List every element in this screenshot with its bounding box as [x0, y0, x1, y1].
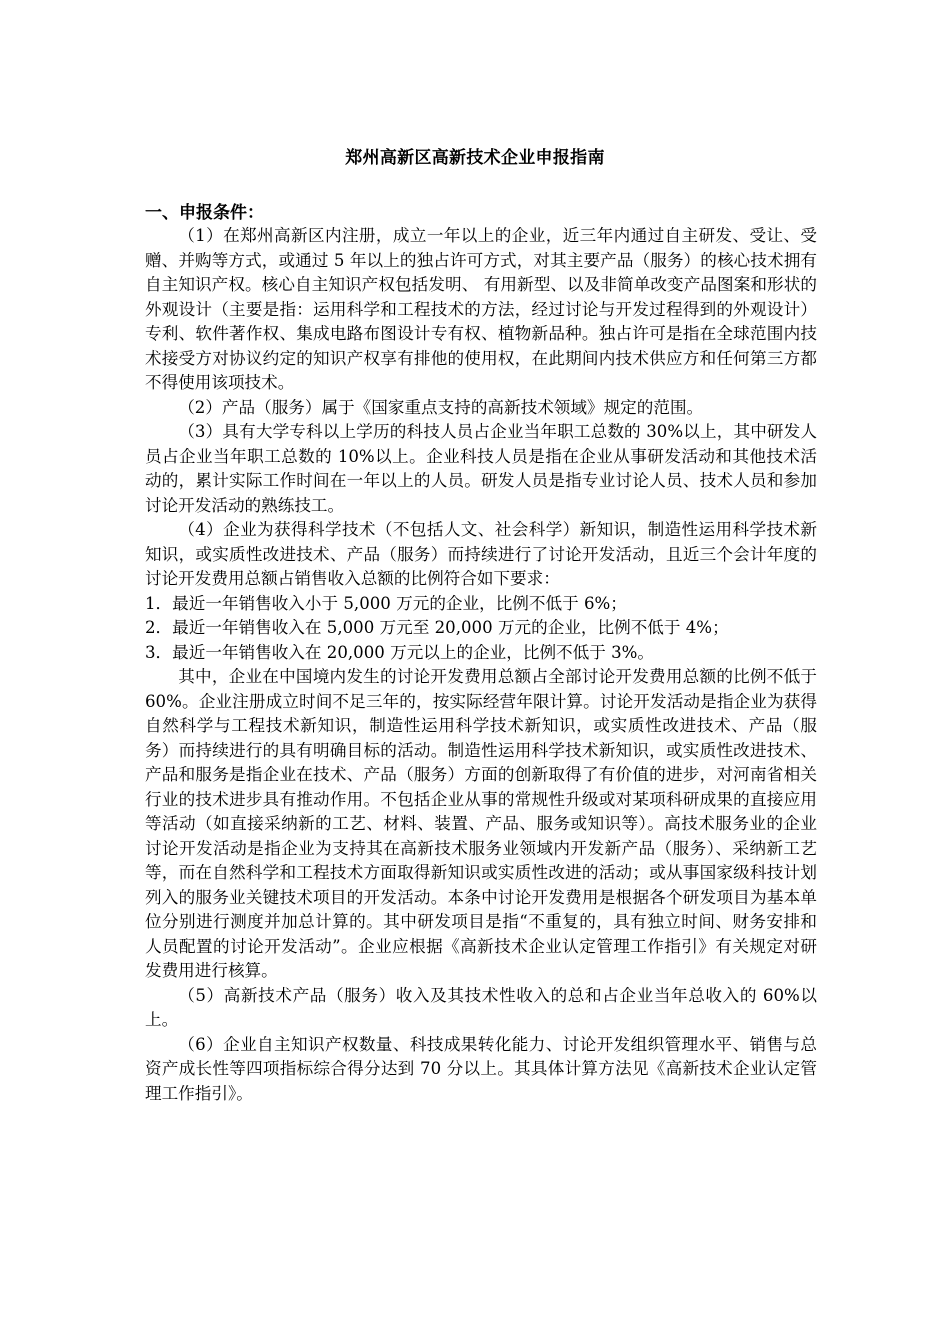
section-heading: 一、申报条件： [145, 203, 264, 223]
condition-paragraph-4: （4）企业为获得科学技术（不包括人文、社会科学）新知识，制造性运用科学技术新知识，或实质性改进技术、产品（服务）而持续进行了讨论开发活动，且近三个会计年度的讨论开发费用总额占销售收入总额的比例符合如下要求： [145, 520, 817, 588]
rd-explanation-paragraph: 其中，企业在中国境内发生的讨论开发费用总额占全部讨论开发费用总额的比例不低于 60%。企业注册成立时间不足三年的，按实际经营年限计算。讨论开发活动是指企业为获得自然科学与工程技术新知识，制造性运用科学技术新知识，或实质性改进技术、产品（服务）而持续进行的具有明确目标的活动。制造性运用科学技术新知识，或实质性改进技术、产品和服务是指企业在技术、产品（服务）方面的创新取得了有价值的进步，对河南省相关行业的技术进步具有推动作用。不包括企业从事的常规性升级或对某项科研成果的直接应用等活动（如直接采纳新的工艺、材料、装置、产品、服务或知识等）。高技术服务业的企业讨论开发活动是指企业为支持其在高新技术服务业领域内开发新产品（服务）、采纳新工艺等，而在自然科学和工程技术方面取得新知识或实质性改进的活动；或从事国家级科技计划列入的服务业关键技术项目的开发活动。本条中讨论开发费用是根据各个研发项目为基本单位分别进行测度并加总计算的。其中研发项目是指“不重复的，具有独立时间、财务安排和人员配置的讨论开发活动”。企业应根据《高新技术企业认定管理工作指引》有关规定对研发费用进行核算。 [145, 667, 817, 980]
document-body [145, 224, 817, 1106]
condition-paragraph-6: （6）企业自主知识产权数量、科技成果转化能力、讨论开发组织管理水平、销售与总资产成长性等四项指标综合得分达到 70 分以上。其具体计算方法见《高新技术企业认定管理工作指引》。 [145, 1034, 817, 1103]
condition-paragraph-3: （3）具有大学专科以上学历的科技人员占企业当年职工总数的 30%以上，其中研发人员占企业当年职工总数的 10%以上。企业科技人员是指在企业从事研发活动和其他技术活动的，累计实际工作时间在一年以上的人员。研发人员是指专业讨论人员、技术人员和参加讨论开发活动的熟练技工。 [145, 422, 817, 515]
condition-paragraph-1: （1）在郑州高新区内注册，成立一年以上的企业，近三年内通过自主研发、受让、受赠、并购等方式，或通过 5 年以上的独占许可方式，对其主要产品（服务）的核心技术拥有自主知识产权。核心自主知识产权包括发明、 有用新型、以及非简单改变产品图案和形状的外观设计（主要是指：运用科学和工程技术的方法，经过讨论与开发过程得到的外观设计）专利、软件著作权、集成电路布图设计专有权、植物新品种。独占许可是指在全球范围内技术接受方对协议约定的知识产权享有排他的使用权，在此期间内技术供应方和任何第三方都不得使用该项技术。 [145, 226, 817, 392]
ratio-list-item-1: 1．最近一年销售收入小于 5,000 万元的企业，比例不低于 6%； [145, 593, 627, 613]
document-title: 郑州高新区高新技术企业申报指南 [345, 148, 605, 168]
condition-paragraph-2: （2）产品（服务）属于《国家重点支持的高新技术领域》规定的范围。 [178, 397, 704, 417]
ratio-list-item-3: 3．最近一年销售收入在 20,000 万元以上的企业，比例不低于 3%。 [145, 642, 655, 662]
condition-paragraph-5: （5）高新技术产品（服务）收入及其技术性收入的总和占企业当年总收入的 60%以上。 [145, 985, 817, 1029]
ratio-list-item-2: 2．最近一年销售收入在 5,000 万元至 20,000 万元的企业，比例不低于 4%； [145, 618, 729, 637]
